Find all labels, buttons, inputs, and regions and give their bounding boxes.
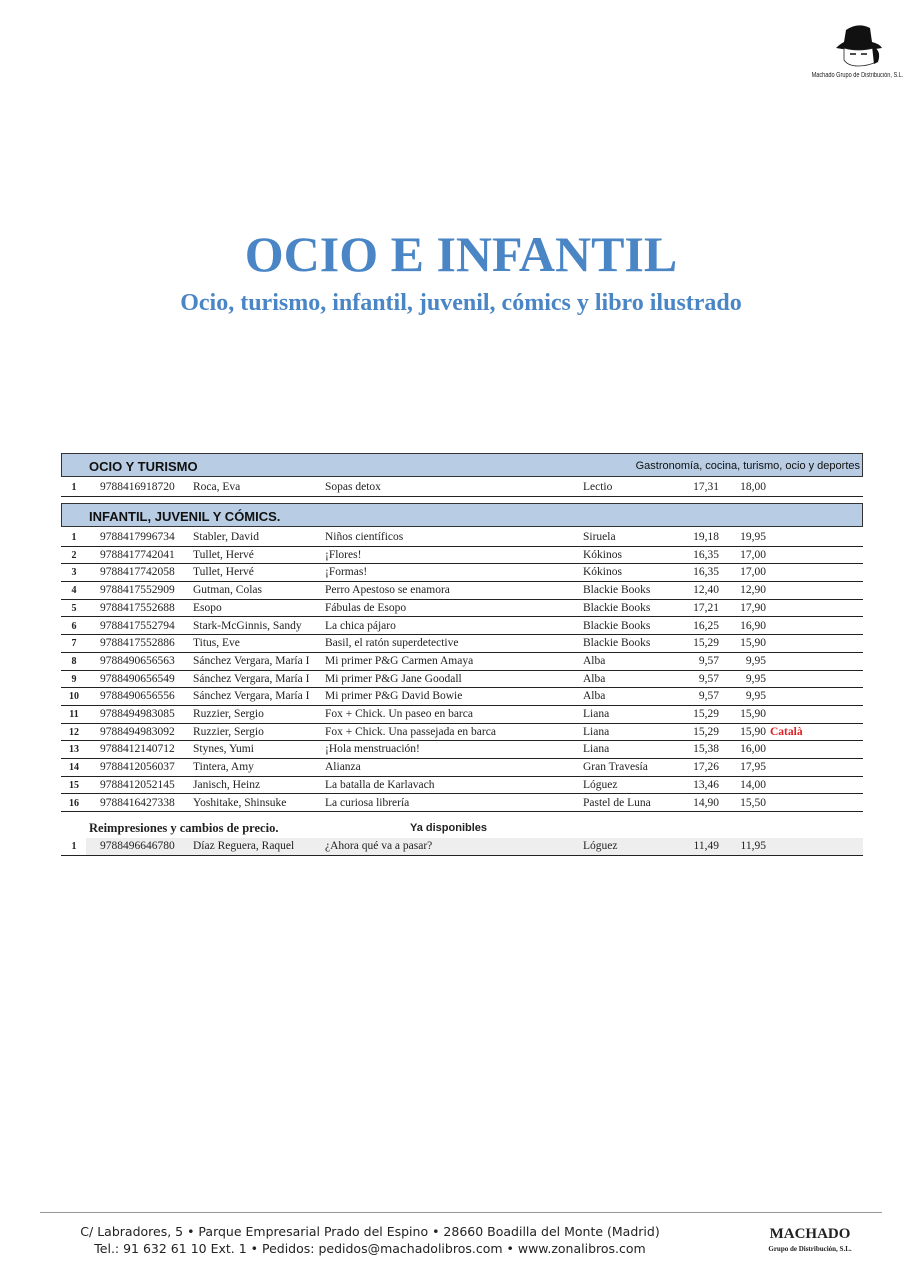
price-pvp: 15,90 xyxy=(740,637,766,650)
row-number: 4 xyxy=(71,585,77,597)
title: ¡Formas! xyxy=(325,566,368,579)
isbn: 9788417552886 xyxy=(100,637,175,650)
publisher: Blackie Books xyxy=(583,637,651,650)
price-pvp: 9,95 xyxy=(745,672,766,685)
table-row xyxy=(61,688,863,706)
price-pvp: 17,95 xyxy=(740,761,766,774)
row-number: 2 xyxy=(71,549,77,561)
publisher: Blackie Books xyxy=(583,619,651,632)
page-title: OCIO E INFANTIL xyxy=(244,226,678,282)
title: ¿Ahora qué va a pasar? xyxy=(325,840,433,852)
isbn: 9788417742041 xyxy=(100,548,175,561)
isbn: 9788490656556 xyxy=(100,690,175,703)
row-number: 9 xyxy=(71,673,77,685)
publisher: Lectio xyxy=(583,481,613,493)
author: Ruzzier, Sergio xyxy=(193,708,264,720)
table-row xyxy=(61,479,863,497)
price-pvp: 9,95 xyxy=(745,654,766,667)
price-pvp: 12,90 xyxy=(740,584,766,597)
title: Mi primer P&G Jane Goodall xyxy=(325,672,462,685)
title: Basil, el ratón superdetective xyxy=(325,637,459,650)
price-pvp: 11,95 xyxy=(740,840,766,852)
section-note: Gastronomía, cocina, turismo, ocio y deportes xyxy=(635,460,860,472)
price-pvp: 9,95 xyxy=(745,690,766,703)
isbn: 9788417552909 xyxy=(100,584,175,597)
publisher: Lóguez xyxy=(583,840,618,852)
section-header xyxy=(61,453,863,477)
title: La curiosa librería xyxy=(325,796,410,809)
price-net: 14,90 xyxy=(693,796,719,809)
table-row xyxy=(61,759,863,777)
author: Tullet, Hervé xyxy=(193,548,254,561)
author: Tintera, Amy xyxy=(193,761,254,774)
row-number: 8 xyxy=(71,655,77,667)
author: Sánchez Vergara, María I xyxy=(193,672,310,685)
table-row xyxy=(61,795,863,813)
section-header xyxy=(61,503,863,527)
price-net: 15,29 xyxy=(693,725,719,738)
price-net: 16,25 xyxy=(693,619,719,632)
table-row xyxy=(61,600,863,618)
author: Gutman, Colas xyxy=(193,584,262,597)
title: Alianza xyxy=(325,761,361,774)
table-row xyxy=(61,671,863,689)
author: Díaz Reguera, Raquel xyxy=(193,840,295,852)
row-number: 16 xyxy=(69,797,79,809)
row-number: 1 xyxy=(71,841,77,852)
isbn: 9788496646780 xyxy=(100,840,175,852)
author: Sánchez Vergara, María I xyxy=(193,690,310,703)
publisher: Pastel de Luna xyxy=(583,796,651,809)
price-net: 15,38 xyxy=(693,743,719,756)
title: La batalla de Karlavach xyxy=(325,778,435,791)
author: Titus, Eve xyxy=(193,637,240,650)
table-row xyxy=(61,529,863,547)
table-row xyxy=(61,838,863,856)
publisher: Blackie Books xyxy=(583,601,651,614)
isbn: 9788417742058 xyxy=(100,566,175,579)
title: Fox + Chick. Una passejada en barca xyxy=(325,725,496,738)
table-row xyxy=(61,724,863,742)
section-title: INFANTIL, JUVENIL Y CÓMICS. xyxy=(89,509,281,524)
title: ¡Hola menstruación! xyxy=(325,743,420,756)
title: Fox + Chick. Un paseo en barca xyxy=(325,708,473,720)
hat-man-icon xyxy=(828,22,888,72)
publisher: Liana xyxy=(583,708,610,720)
title: Mi primer P&G Carmen Amaya xyxy=(325,654,474,667)
footer-brand-sub: Grupo de Distribución, S.L. xyxy=(768,1245,852,1253)
row-number: 13 xyxy=(69,744,79,756)
isbn: 9788417552794 xyxy=(100,619,175,632)
publisher: Liana xyxy=(583,725,610,738)
footer-divider xyxy=(40,1212,882,1213)
title: ¡Flores! xyxy=(325,548,362,561)
title: Sopas detox xyxy=(325,481,381,493)
isbn: 9788412056037 xyxy=(100,761,175,774)
author: Stabler, David xyxy=(193,531,259,543)
isbn: 9788494983085 xyxy=(100,708,175,720)
isbn: 9788494983092 xyxy=(100,725,175,738)
author: Esopo xyxy=(193,601,222,614)
author: Roca, Eva xyxy=(193,481,241,493)
row-number: 6 xyxy=(71,620,77,632)
row-number: 12 xyxy=(69,726,79,738)
isbn: 9788416918720 xyxy=(100,481,175,493)
price-net: 16,35 xyxy=(693,548,719,561)
price-pvp: 15,90 xyxy=(740,725,766,738)
price-net: 17,31 xyxy=(693,481,719,493)
author: Janisch, Heinz xyxy=(193,778,261,791)
table-row xyxy=(61,777,863,795)
page-subtitle: Ocio, turismo, infantil, juvenil, cómics y libro ilustrado xyxy=(180,290,742,316)
table-row xyxy=(61,653,863,671)
author: Yoshitake, Shinsuke xyxy=(193,796,287,809)
isbn: 9788412140712 xyxy=(100,743,175,756)
price-pvp: 18,00 xyxy=(740,481,766,493)
publisher: Gran Travesía xyxy=(583,761,648,774)
price-pvp: 17,90 xyxy=(740,601,766,614)
price-pvp: 17,00 xyxy=(740,566,766,579)
title: Fábulas de Esopo xyxy=(325,601,407,614)
reprints-note: Ya disponibles xyxy=(410,822,488,834)
price-net: 19,18 xyxy=(693,531,719,543)
price-net: 9,57 xyxy=(698,672,719,685)
section-title: OCIO Y TURISMO xyxy=(89,459,198,474)
price-pvp: 19,95 xyxy=(740,531,766,543)
publisher: Alba xyxy=(583,654,606,667)
table-row xyxy=(61,547,863,565)
isbn: 9788417552688 xyxy=(100,601,175,614)
row-number: 1 xyxy=(71,532,77,543)
price-pvp: 15,50 xyxy=(740,796,766,809)
title: Perro Apestoso se enamora xyxy=(325,584,450,597)
table-row xyxy=(61,741,863,759)
row-number: 15 xyxy=(69,779,79,791)
row-number: 10 xyxy=(69,691,79,703)
isbn: 9788417996734 xyxy=(100,531,175,543)
publisher: Alba xyxy=(583,690,606,703)
author: Stark-McGinnis, Sandy xyxy=(193,619,302,632)
price-net: 15,29 xyxy=(693,708,719,720)
isbn: 9788490656549 xyxy=(100,672,175,685)
footer-brand: MACHADO xyxy=(769,1226,851,1242)
table-row xyxy=(61,706,863,724)
table-row xyxy=(61,564,863,582)
footer-contact: Tel.: 91 632 61 10 Ext. 1 • Pedidos: pedidos@machadolibros.com • www.zonalibros.com xyxy=(94,1241,646,1256)
publisher: Lóguez xyxy=(583,778,618,791)
isbn: 9788412052145 xyxy=(100,778,175,791)
row-number: 14 xyxy=(69,762,79,774)
logo-text: Machado Grupo de Distribución, S.L. xyxy=(811,72,904,79)
author: Sánchez Vergara, María I xyxy=(193,654,310,667)
price-net: 16,35 xyxy=(693,566,719,579)
price-net: 15,29 xyxy=(693,637,719,650)
price-pvp: 16,00 xyxy=(740,743,766,756)
row-number: 7 xyxy=(71,638,77,650)
footer-address: C/ Labradores, 5 • Parque Empresarial Prado del Espino • 28660 Boadilla del Monte (Madrid) xyxy=(80,1224,660,1239)
publisher: Blackie Books xyxy=(583,584,651,597)
price-net: 12,40 xyxy=(693,584,719,597)
price-net: 13,46 xyxy=(693,778,719,791)
title: Niños científicos xyxy=(325,531,404,543)
publisher: Siruela xyxy=(583,531,616,543)
title: Mi primer P&G David Bowie xyxy=(325,690,463,703)
author: Ruzzier, Sergio xyxy=(193,725,264,738)
author: Tullet, Hervé xyxy=(193,566,254,579)
publisher: Kókinos xyxy=(583,548,622,561)
price-net: 17,21 xyxy=(693,601,719,614)
isbn: 9788416427338 xyxy=(100,796,175,809)
price-net: 9,57 xyxy=(698,690,719,703)
row-number: 11 xyxy=(69,709,79,720)
row-number: 1 xyxy=(71,482,77,493)
table-row xyxy=(61,618,863,636)
price-pvp: 14,00 xyxy=(740,778,766,791)
author: Stynes, Yumi xyxy=(193,743,254,756)
publisher: Alba xyxy=(583,672,606,685)
table-row xyxy=(61,582,863,600)
price-net: 17,26 xyxy=(693,761,719,774)
price-pvp: 17,00 xyxy=(740,548,766,561)
table-row xyxy=(61,635,863,653)
row-number: 3 xyxy=(71,567,77,579)
price-pvp: 16,90 xyxy=(740,619,766,632)
price-net: 11,49 xyxy=(693,840,719,852)
price-pvp: 15,90 xyxy=(740,708,766,720)
reprints-heading: Reimpresiones y cambios de precio. xyxy=(89,821,279,835)
price-net: 9,57 xyxy=(698,654,719,667)
publisher: Kókinos xyxy=(583,566,622,579)
title: La chica pájaro xyxy=(325,619,396,632)
company-logo xyxy=(800,22,915,79)
publisher: Liana xyxy=(583,743,610,756)
isbn: 9788490656563 xyxy=(100,654,175,667)
row-number: 5 xyxy=(71,602,77,614)
language-note: Català xyxy=(770,725,803,738)
